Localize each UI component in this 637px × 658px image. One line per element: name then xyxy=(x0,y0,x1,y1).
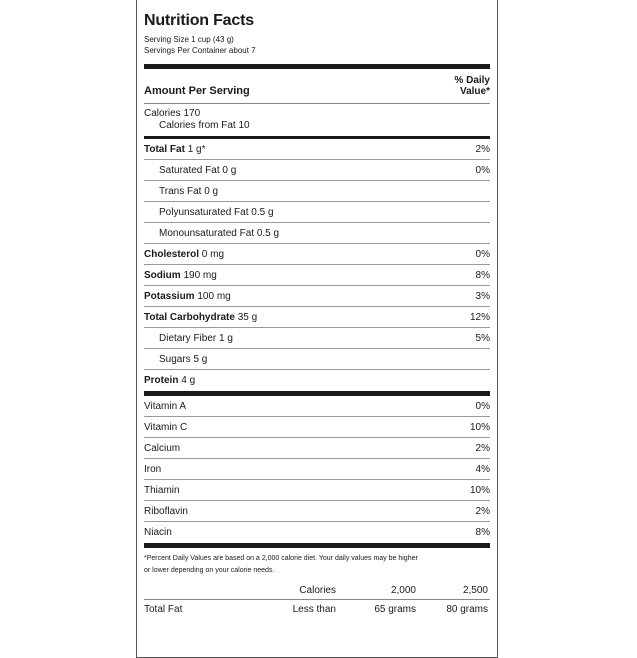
vitamin-name: Niacin xyxy=(144,527,172,538)
footnote-line1: *Percent Daily Values are based on a 2,000 calorie diet. Your daily values may be higher xyxy=(144,555,418,562)
serving-size: Serving Size 1 cup (43 g) xyxy=(144,35,234,44)
nutrient-amount: Saturated Fat 0 g xyxy=(159,164,237,176)
vitamin-row-calcium xyxy=(144,438,490,459)
daily-value-line2: Value* xyxy=(459,86,490,97)
table-cell: 65 grams xyxy=(374,604,416,615)
nutrient-amount: Sugars 5 g xyxy=(159,353,208,365)
nutrient-amount: 4 g xyxy=(178,375,196,386)
table-cell xyxy=(144,585,256,596)
nutrient-row-potassium xyxy=(144,286,490,307)
vitamin-name: Vitamin C xyxy=(144,421,188,433)
daily-values-table-row xyxy=(144,604,490,615)
table-divider xyxy=(144,599,490,600)
nutrient-amount: Dietary Fiber 1 g xyxy=(159,332,233,344)
vitamin-list xyxy=(144,396,490,543)
nutrition-facts-label xyxy=(136,0,498,658)
vitamin-row-c xyxy=(144,417,490,438)
amount-per-serving: Amount Per Serving xyxy=(144,85,250,97)
label-title: Nutrition Facts xyxy=(144,12,254,29)
vitamin-name: Calcium xyxy=(144,442,181,454)
table-cell: Calories xyxy=(299,585,336,596)
vitamin-name: Iron xyxy=(144,463,162,475)
nutrient-row-saturated-fat xyxy=(144,160,490,181)
nutrient-amount: Trans Fat 0 g xyxy=(159,185,219,197)
nutrient-name: Protein xyxy=(144,375,179,386)
table-cell: Less than xyxy=(292,604,336,615)
nutrient-row-protein xyxy=(144,370,490,391)
nutrient-dv: 3% xyxy=(475,290,490,302)
table-cell: 2,500 xyxy=(462,585,488,596)
nutrient-amount: 1 g* xyxy=(184,143,206,155)
nutrient-row-total-fat xyxy=(144,139,490,160)
vitamin-row-a xyxy=(144,396,490,417)
nutrient-dv: 0% xyxy=(475,248,490,260)
table-cell: 80 grams xyxy=(446,604,488,615)
vitamin-row-niacin xyxy=(144,522,490,543)
vitamin-row-riboflavin xyxy=(144,501,490,522)
nutrient-name: Cholesterol xyxy=(144,248,200,260)
nutrient-dv: 12% xyxy=(469,311,490,323)
serving-info xyxy=(144,34,490,56)
nutrient-amount: Polyunsaturated Fat 0.5 g xyxy=(159,206,274,218)
vitamin-dv: 0% xyxy=(475,400,490,412)
nutrient-row-monounsaturated-fat xyxy=(144,223,490,244)
nutrient-row-total-carbohydrate xyxy=(144,307,490,328)
nutrient-dv: 2% xyxy=(475,143,490,155)
vitamin-name: Vitamin A xyxy=(144,400,187,412)
daily-value-header xyxy=(454,75,490,97)
vitamin-dv: 10% xyxy=(469,421,490,433)
footnote-line2: or lower depending on your calorie needs. xyxy=(144,567,275,574)
daily-value-line1: % Daily xyxy=(454,75,490,86)
nutrient-amount: 35 g xyxy=(234,311,258,323)
vitamin-dv: 10% xyxy=(469,484,490,496)
nutrient-row-sugars xyxy=(144,349,490,370)
nutrient-name: Potassium xyxy=(144,290,195,302)
vitamin-dv: 4% xyxy=(475,463,490,475)
nutrient-amount: Monounsaturated Fat 0.5 g xyxy=(159,227,280,239)
vitamin-name: Riboflavin xyxy=(144,505,188,517)
table-cell: 2,000 xyxy=(390,585,416,596)
nutrient-name: Total Carbohydrate xyxy=(144,311,235,323)
nutrient-dv: 0% xyxy=(475,164,490,176)
calories: Calories 170 xyxy=(144,108,201,119)
nutrient-row-trans-fat xyxy=(144,181,490,202)
vitamin-row-thiamin xyxy=(144,480,490,501)
nutrient-row-polyunsaturated-fat xyxy=(144,202,490,223)
nutrient-row-cholesterol xyxy=(144,244,490,265)
nutrient-row-dietary-fiber xyxy=(144,328,490,349)
table-cell: Total Fat xyxy=(144,604,183,615)
nutrient-dv: 5% xyxy=(475,332,490,344)
nutrient-amount: 190 mg xyxy=(180,269,217,281)
nutrient-row-sodium xyxy=(144,265,490,286)
servings-per-container: Servings Per Container about 7 xyxy=(144,46,256,55)
vitamin-dv: 8% xyxy=(475,527,490,538)
nutrient-dv: 8% xyxy=(475,269,490,281)
vitamin-dv: 2% xyxy=(475,442,490,454)
vitamin-name: Thiamin xyxy=(144,484,180,496)
nutrient-amount: 100 mg xyxy=(194,290,231,302)
nutrient-amount: 0 mg xyxy=(199,248,225,260)
calories-section xyxy=(144,104,490,136)
calories-from-fat: Calories from Fat 10 xyxy=(159,120,250,131)
nutrient-name: Total Fat xyxy=(144,143,185,155)
amount-header xyxy=(144,69,490,103)
nutrient-list xyxy=(144,139,490,391)
footnote xyxy=(144,548,490,577)
daily-values-table-header xyxy=(144,585,490,596)
vitamin-dv: 2% xyxy=(475,505,490,517)
nutrient-name: Sodium xyxy=(144,269,181,281)
vitamin-row-iron xyxy=(144,459,490,480)
